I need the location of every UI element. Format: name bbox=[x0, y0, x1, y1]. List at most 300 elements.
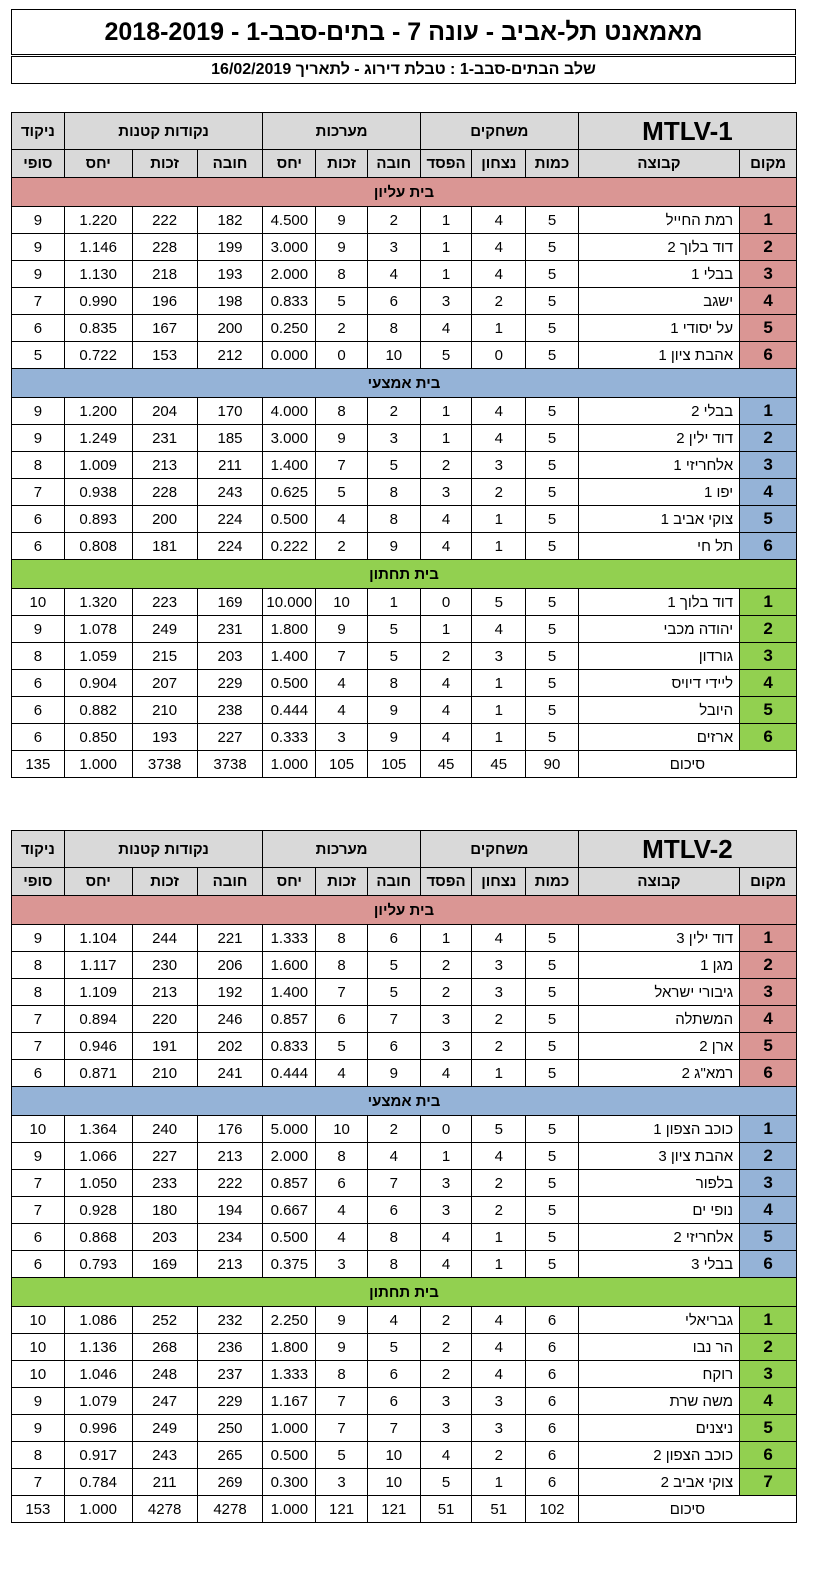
win-cell: 4 bbox=[472, 398, 526, 425]
count-cell: 5 bbox=[526, 342, 579, 369]
against-sets-cell: 8 bbox=[367, 1251, 420, 1278]
table-row bbox=[12, 1224, 797, 1251]
team-name: משה שרת bbox=[578, 1388, 739, 1415]
win-cell: 4 bbox=[472, 1334, 526, 1361]
for-points-cell: 207 bbox=[132, 670, 197, 697]
count-cell: 5 bbox=[526, 1170, 579, 1197]
against-sets-cell: 10 bbox=[367, 1442, 420, 1469]
table-row bbox=[12, 1442, 797, 1469]
header-for-sets: זכות bbox=[316, 150, 368, 178]
loss-cell: 1 bbox=[420, 925, 472, 952]
header-score-final: סופי bbox=[12, 150, 65, 178]
loss-cell: 1 bbox=[420, 1143, 472, 1170]
team-name: גיבורי ישראל bbox=[578, 979, 739, 1006]
header-win: נצחון bbox=[472, 150, 526, 178]
count-cell: 5 bbox=[526, 315, 579, 342]
against-sets-cell: 8 bbox=[367, 479, 420, 506]
table-row bbox=[12, 533, 797, 560]
count-cell: 6 bbox=[526, 1442, 579, 1469]
score-final-cell: 9 bbox=[12, 1388, 65, 1415]
against-sets-cell: 9 bbox=[367, 533, 420, 560]
count-cell: 5 bbox=[526, 1224, 579, 1251]
ratio-sets-cell: 0.625 bbox=[263, 479, 316, 506]
rank-cell: 4 bbox=[740, 288, 797, 315]
page-title: מאמאנט תל-אביב - עונה 7 - בתים-סבב-1 - 2018-2019 bbox=[11, 9, 796, 55]
for-points-cell: 252 bbox=[132, 1307, 197, 1334]
for-points-cell: 213 bbox=[132, 452, 197, 479]
against-sets-cell: 7 bbox=[367, 1006, 420, 1033]
score-final-cell: 8 bbox=[12, 979, 65, 1006]
for-points-cell: 169 bbox=[132, 1251, 197, 1278]
team-name: אהבת ציון 1 bbox=[578, 342, 739, 369]
ratio-sets-cell: 1.167 bbox=[263, 1388, 316, 1415]
rank-cell: 5 bbox=[740, 1415, 797, 1442]
ratio-sets-cell: 0.375 bbox=[263, 1251, 316, 1278]
table-row bbox=[12, 1388, 797, 1415]
count-cell: 5 bbox=[526, 506, 579, 533]
ratio-points-cell: 0.893 bbox=[64, 506, 132, 533]
loss-cell: 2 bbox=[420, 979, 472, 1006]
for-points-cell: 220 bbox=[132, 1006, 197, 1033]
loss-cell: 4 bbox=[420, 697, 472, 724]
rank-cell: 5 bbox=[740, 315, 797, 342]
ratio-points-cell: 1.146 bbox=[64, 234, 132, 261]
loss-cell: 3 bbox=[420, 1170, 472, 1197]
against-points-cell: 192 bbox=[197, 979, 263, 1006]
table-row bbox=[12, 425, 797, 452]
ratio-points-cell: 1.050 bbox=[64, 1170, 132, 1197]
ratio-sets-cell: 0.500 bbox=[263, 1442, 316, 1469]
count-cell: 5 bbox=[526, 925, 579, 952]
for-points-cell: 196 bbox=[132, 288, 197, 315]
ratio-sets-cell: 0.300 bbox=[263, 1469, 316, 1496]
summary-label: סיכום bbox=[578, 1496, 796, 1523]
ratio-points-cell: 0.996 bbox=[64, 1415, 132, 1442]
summary-label: סיכום bbox=[578, 751, 796, 778]
ratio-sets-cell: 10.000 bbox=[263, 589, 316, 616]
count-cell: 5 bbox=[526, 670, 579, 697]
for-sets-cell: 8 bbox=[316, 925, 368, 952]
score-final-cell: 10 bbox=[12, 589, 65, 616]
against-points-cell: 234 bbox=[197, 1224, 263, 1251]
header-games: משחקים bbox=[420, 113, 578, 150]
team-name: דוד בלוך 2 bbox=[578, 234, 739, 261]
table-row bbox=[12, 589, 797, 616]
ratio-sets-cell: 0.500 bbox=[263, 1224, 316, 1251]
for-sets-cell: 3 bbox=[316, 1251, 368, 1278]
ratio-points-cell: 0.850 bbox=[64, 724, 132, 751]
against-sets-cell: 6 bbox=[367, 1361, 420, 1388]
score-final-cell: 8 bbox=[12, 452, 65, 479]
ratio-points-cell: 1.066 bbox=[64, 1143, 132, 1170]
count-cell: 6 bbox=[526, 1388, 579, 1415]
for-points-cell: 181 bbox=[132, 533, 197, 560]
against-points-cell: 241 bbox=[197, 1060, 263, 1087]
against-points-cell: 224 bbox=[197, 533, 263, 560]
rank-cell: 3 bbox=[740, 452, 797, 479]
rank-cell: 5 bbox=[740, 1224, 797, 1251]
ratio-points-cell: 1.059 bbox=[64, 643, 132, 670]
team-name: בלפור bbox=[578, 1170, 739, 1197]
rank-cell: 4 bbox=[740, 670, 797, 697]
for-points-cell: 248 bbox=[132, 1361, 197, 1388]
summary-score-final: 153 bbox=[12, 1496, 65, 1523]
for-sets-cell: 8 bbox=[316, 261, 368, 288]
section-title: בית אמצעי bbox=[12, 1087, 797, 1116]
against-sets-cell: 8 bbox=[367, 315, 420, 342]
table-row bbox=[12, 952, 797, 979]
summary-against-sets: 121 bbox=[367, 1496, 420, 1523]
table-row bbox=[12, 643, 797, 670]
rank-cell: 2 bbox=[740, 952, 797, 979]
score-final-cell: 6 bbox=[12, 670, 65, 697]
win-cell: 4 bbox=[472, 1307, 526, 1334]
ratio-points-cell: 1.200 bbox=[64, 398, 132, 425]
score-final-cell: 7 bbox=[12, 1170, 65, 1197]
ratio-points-cell: 1.104 bbox=[64, 925, 132, 952]
count-cell: 5 bbox=[526, 1143, 579, 1170]
against-sets-cell: 5 bbox=[367, 979, 420, 1006]
against-sets-cell: 1 bbox=[367, 589, 420, 616]
win-cell: 1 bbox=[472, 724, 526, 751]
for-points-cell: 215 bbox=[132, 643, 197, 670]
against-sets-cell: 2 bbox=[367, 207, 420, 234]
table-row bbox=[12, 1469, 797, 1496]
score-final-cell: 7 bbox=[12, 1033, 65, 1060]
for-sets-cell: 9 bbox=[316, 1307, 368, 1334]
against-points-cell: 212 bbox=[197, 342, 263, 369]
header-sets: מערכות bbox=[263, 113, 420, 150]
summary-win: 45 bbox=[472, 751, 526, 778]
loss-cell: 3 bbox=[420, 1415, 472, 1442]
rank-cell: 6 bbox=[740, 342, 797, 369]
league-code: MTLV-2 bbox=[578, 831, 796, 868]
ratio-points-cell: 1.086 bbox=[64, 1307, 132, 1334]
score-final-cell: 9 bbox=[12, 1415, 65, 1442]
win-cell: 1 bbox=[472, 670, 526, 697]
ratio-points-cell: 1.078 bbox=[64, 616, 132, 643]
count-cell: 5 bbox=[526, 697, 579, 724]
rank-cell: 2 bbox=[740, 616, 797, 643]
against-points-cell: 231 bbox=[197, 616, 263, 643]
for-points-cell: 167 bbox=[132, 315, 197, 342]
header-score: ניקוד bbox=[12, 113, 65, 150]
header-ratio-sets: יחס bbox=[263, 868, 316, 896]
against-sets-cell: 7 bbox=[367, 1170, 420, 1197]
loss-cell: 4 bbox=[420, 1442, 472, 1469]
header-row-groups bbox=[12, 113, 797, 150]
ratio-sets-cell: 2.000 bbox=[263, 261, 316, 288]
table-row bbox=[12, 398, 797, 425]
loss-cell: 1 bbox=[420, 398, 472, 425]
ratio-points-cell: 0.938 bbox=[64, 479, 132, 506]
against-sets-cell: 2 bbox=[367, 1116, 420, 1143]
rank-cell: 1 bbox=[740, 1307, 797, 1334]
score-final-cell: 10 bbox=[12, 1116, 65, 1143]
win-cell: 3 bbox=[472, 452, 526, 479]
for-points-cell: 228 bbox=[132, 479, 197, 506]
rank-cell: 7 bbox=[740, 1469, 797, 1496]
loss-cell: 3 bbox=[420, 479, 472, 506]
win-cell: 3 bbox=[472, 979, 526, 1006]
for-sets-cell: 4 bbox=[316, 670, 368, 697]
header-score-final: סופי bbox=[12, 868, 65, 896]
ratio-sets-cell: 0.000 bbox=[263, 342, 316, 369]
for-sets-cell: 2 bbox=[316, 533, 368, 560]
ratio-points-cell: 0.835 bbox=[64, 315, 132, 342]
count-cell: 6 bbox=[526, 1361, 579, 1388]
ratio-points-cell: 0.793 bbox=[64, 1251, 132, 1278]
team-name: רמת החייל bbox=[578, 207, 739, 234]
ratio-sets-cell: 1.800 bbox=[263, 1334, 316, 1361]
loss-cell: 2 bbox=[420, 452, 472, 479]
rank-cell: 3 bbox=[740, 643, 797, 670]
team-name: יהודה מכבי bbox=[578, 616, 739, 643]
win-cell: 4 bbox=[472, 1143, 526, 1170]
table-row bbox=[12, 670, 797, 697]
score-final-cell: 8 bbox=[12, 952, 65, 979]
team-name: המשתלה bbox=[578, 1006, 739, 1033]
score-final-cell: 6 bbox=[12, 506, 65, 533]
rank-cell: 6 bbox=[740, 724, 797, 751]
team-name: הר נבו bbox=[578, 1334, 739, 1361]
team-name: ארן 2 bbox=[578, 1033, 739, 1060]
against-sets-cell: 3 bbox=[367, 234, 420, 261]
header-sets: מערכות bbox=[263, 831, 420, 868]
summary-against-points: 4278 bbox=[197, 1496, 263, 1523]
ratio-points-cell: 1.009 bbox=[64, 452, 132, 479]
table-row bbox=[12, 1197, 797, 1224]
for-sets-cell: 8 bbox=[316, 952, 368, 979]
header-row-columns bbox=[12, 868, 797, 896]
rank-cell: 5 bbox=[740, 697, 797, 724]
for-points-cell: 211 bbox=[132, 1469, 197, 1496]
summary-loss: 45 bbox=[420, 751, 472, 778]
for-sets-cell: 7 bbox=[316, 643, 368, 670]
rank-cell: 2 bbox=[740, 425, 797, 452]
header-small-points: נקודות קטנות bbox=[64, 113, 263, 150]
win-cell: 1 bbox=[472, 315, 526, 342]
for-points-cell: 218 bbox=[132, 261, 197, 288]
count-cell: 6 bbox=[526, 1334, 579, 1361]
for-points-cell: 249 bbox=[132, 1415, 197, 1442]
win-cell: 5 bbox=[472, 1116, 526, 1143]
against-points-cell: 193 bbox=[197, 261, 263, 288]
ratio-sets-cell: 0.667 bbox=[263, 1197, 316, 1224]
win-cell: 1 bbox=[472, 506, 526, 533]
loss-cell: 2 bbox=[420, 1334, 472, 1361]
loss-cell: 3 bbox=[420, 1033, 472, 1060]
win-cell: 3 bbox=[472, 1388, 526, 1415]
count-cell: 5 bbox=[526, 979, 579, 1006]
against-points-cell: 202 bbox=[197, 1033, 263, 1060]
count-cell: 6 bbox=[526, 1307, 579, 1334]
count-cell: 5 bbox=[526, 952, 579, 979]
for-sets-cell: 4 bbox=[316, 1060, 368, 1087]
for-sets-cell: 9 bbox=[316, 1334, 368, 1361]
rank-cell: 5 bbox=[740, 506, 797, 533]
against-points-cell: 227 bbox=[197, 724, 263, 751]
for-sets-cell: 6 bbox=[316, 1170, 368, 1197]
score-final-cell: 9 bbox=[12, 261, 65, 288]
summary-row bbox=[12, 751, 797, 778]
against-points-cell: 237 bbox=[197, 1361, 263, 1388]
win-cell: 5 bbox=[472, 589, 526, 616]
ratio-points-cell: 1.364 bbox=[64, 1116, 132, 1143]
ratio-sets-cell: 0.500 bbox=[263, 670, 316, 697]
for-points-cell: 247 bbox=[132, 1388, 197, 1415]
page-subtitle: שלב הבתים-סבב-1 : טבלת דירוג - לתאריך 16/02/2019 bbox=[11, 56, 796, 84]
team-name: דוד ילין 2 bbox=[578, 425, 739, 452]
team-name: ישגב bbox=[578, 288, 739, 315]
summary-win: 51 bbox=[472, 1496, 526, 1523]
score-final-cell: 7 bbox=[12, 479, 65, 506]
count-cell: 5 bbox=[526, 479, 579, 506]
for-points-cell: 227 bbox=[132, 1143, 197, 1170]
against-sets-cell: 2 bbox=[367, 398, 420, 425]
loss-cell: 4 bbox=[420, 1224, 472, 1251]
header-against-points: חובה bbox=[197, 150, 263, 178]
section-row bbox=[12, 896, 797, 925]
summary-ratio-points: 1.000 bbox=[64, 751, 132, 778]
against-points-cell: 238 bbox=[197, 697, 263, 724]
ratio-points-cell: 0.917 bbox=[64, 1442, 132, 1469]
ratio-points-cell: 0.808 bbox=[64, 533, 132, 560]
against-sets-cell: 8 bbox=[367, 506, 420, 533]
ratio-sets-cell: 4.000 bbox=[263, 398, 316, 425]
ratio-points-cell: 0.871 bbox=[64, 1060, 132, 1087]
count-cell: 5 bbox=[526, 1060, 579, 1087]
table-row bbox=[12, 925, 797, 952]
summary-loss: 51 bbox=[420, 1496, 472, 1523]
loss-cell: 4 bbox=[420, 533, 472, 560]
ratio-sets-cell: 1.333 bbox=[263, 1361, 316, 1388]
win-cell: 1 bbox=[472, 1251, 526, 1278]
loss-cell: 2 bbox=[420, 1307, 472, 1334]
team-name: ארזים bbox=[578, 724, 739, 751]
for-points-cell: 191 bbox=[132, 1033, 197, 1060]
header-win: נצחון bbox=[472, 868, 526, 896]
summary-for-sets: 121 bbox=[316, 1496, 368, 1523]
team-name: אהבת ציון 3 bbox=[578, 1143, 739, 1170]
for-sets-cell: 9 bbox=[316, 425, 368, 452]
ratio-sets-cell: 1.800 bbox=[263, 616, 316, 643]
section-row bbox=[12, 369, 797, 398]
ratio-sets-cell: 3.000 bbox=[263, 234, 316, 261]
header-against-sets: חובה bbox=[367, 150, 420, 178]
rank-cell: 4 bbox=[740, 479, 797, 506]
against-points-cell: 269 bbox=[197, 1469, 263, 1496]
against-sets-cell: 6 bbox=[367, 1388, 420, 1415]
ratio-sets-cell: 0.250 bbox=[263, 315, 316, 342]
header-against-points: חובה bbox=[197, 868, 263, 896]
loss-cell: 3 bbox=[420, 1006, 472, 1033]
score-final-cell: 7 bbox=[12, 1197, 65, 1224]
against-sets-cell: 8 bbox=[367, 670, 420, 697]
summary-ratio-points: 1.000 bbox=[64, 1496, 132, 1523]
rank-cell: 1 bbox=[740, 398, 797, 425]
rank-cell: 3 bbox=[740, 1361, 797, 1388]
for-points-cell: 243 bbox=[132, 1442, 197, 1469]
score-final-cell: 8 bbox=[12, 643, 65, 670]
score-final-cell: 7 bbox=[12, 288, 65, 315]
against-points-cell: 198 bbox=[197, 288, 263, 315]
for-sets-cell: 6 bbox=[316, 1006, 368, 1033]
rank-cell: 2 bbox=[740, 234, 797, 261]
ratio-points-cell: 0.868 bbox=[64, 1224, 132, 1251]
against-sets-cell: 3 bbox=[367, 425, 420, 452]
for-sets-cell: 2 bbox=[316, 315, 368, 342]
for-points-cell: 210 bbox=[132, 697, 197, 724]
for-sets-cell: 7 bbox=[316, 1415, 368, 1442]
count-cell: 5 bbox=[526, 1116, 579, 1143]
count-cell: 5 bbox=[526, 398, 579, 425]
ratio-points-cell: 1.130 bbox=[64, 261, 132, 288]
loss-cell: 4 bbox=[420, 1060, 472, 1087]
team-name: צוקי אביב 1 bbox=[578, 506, 739, 533]
against-points-cell: 236 bbox=[197, 1334, 263, 1361]
count-cell: 5 bbox=[526, 425, 579, 452]
header-rank: מקום bbox=[740, 150, 797, 178]
count-cell: 5 bbox=[526, 234, 579, 261]
against-points-cell: 222 bbox=[197, 1170, 263, 1197]
table-row bbox=[12, 342, 797, 369]
against-sets-cell: 5 bbox=[367, 1334, 420, 1361]
win-cell: 2 bbox=[472, 1197, 526, 1224]
loss-cell: 2 bbox=[420, 952, 472, 979]
win-cell: 4 bbox=[472, 207, 526, 234]
rank-cell: 4 bbox=[740, 1006, 797, 1033]
standings-table-mtlv-2 bbox=[11, 830, 797, 1523]
ratio-points-cell: 1.109 bbox=[64, 979, 132, 1006]
count-cell: 5 bbox=[526, 261, 579, 288]
against-points-cell: 229 bbox=[197, 670, 263, 697]
table-row bbox=[12, 616, 797, 643]
team-name: דוד בלוך 1 bbox=[578, 589, 739, 616]
header-ratio-points: יחס bbox=[64, 150, 132, 178]
score-final-cell: 6 bbox=[12, 1224, 65, 1251]
ratio-points-cell: 0.784 bbox=[64, 1469, 132, 1496]
ratio-points-cell: 0.882 bbox=[64, 697, 132, 724]
for-sets-cell: 0 bbox=[316, 342, 368, 369]
summary-for-sets: 105 bbox=[316, 751, 368, 778]
for-sets-cell: 7 bbox=[316, 1388, 368, 1415]
team-name: יפו 1 bbox=[578, 479, 739, 506]
against-sets-cell: 9 bbox=[367, 724, 420, 751]
summary-ratio-sets: 1.000 bbox=[263, 1496, 316, 1523]
table-row bbox=[12, 288, 797, 315]
loss-cell: 4 bbox=[420, 315, 472, 342]
against-sets-cell: 9 bbox=[367, 697, 420, 724]
against-sets-cell: 6 bbox=[367, 288, 420, 315]
score-final-cell: 6 bbox=[12, 724, 65, 751]
table-row bbox=[12, 1143, 797, 1170]
table-row bbox=[12, 1334, 797, 1361]
header-for-sets: זכות bbox=[316, 868, 368, 896]
rank-cell: 4 bbox=[740, 1388, 797, 1415]
ratio-points-cell: 1.046 bbox=[64, 1361, 132, 1388]
score-final-cell: 9 bbox=[12, 234, 65, 261]
table-row bbox=[12, 452, 797, 479]
ratio-sets-cell: 0.444 bbox=[263, 697, 316, 724]
for-points-cell: 213 bbox=[132, 979, 197, 1006]
win-cell: 4 bbox=[472, 425, 526, 452]
win-cell: 1 bbox=[472, 533, 526, 560]
table-row bbox=[12, 724, 797, 751]
for-sets-cell: 3 bbox=[316, 724, 368, 751]
team-name: על יסודי 1 bbox=[578, 315, 739, 342]
ratio-sets-cell: 1.400 bbox=[263, 979, 316, 1006]
